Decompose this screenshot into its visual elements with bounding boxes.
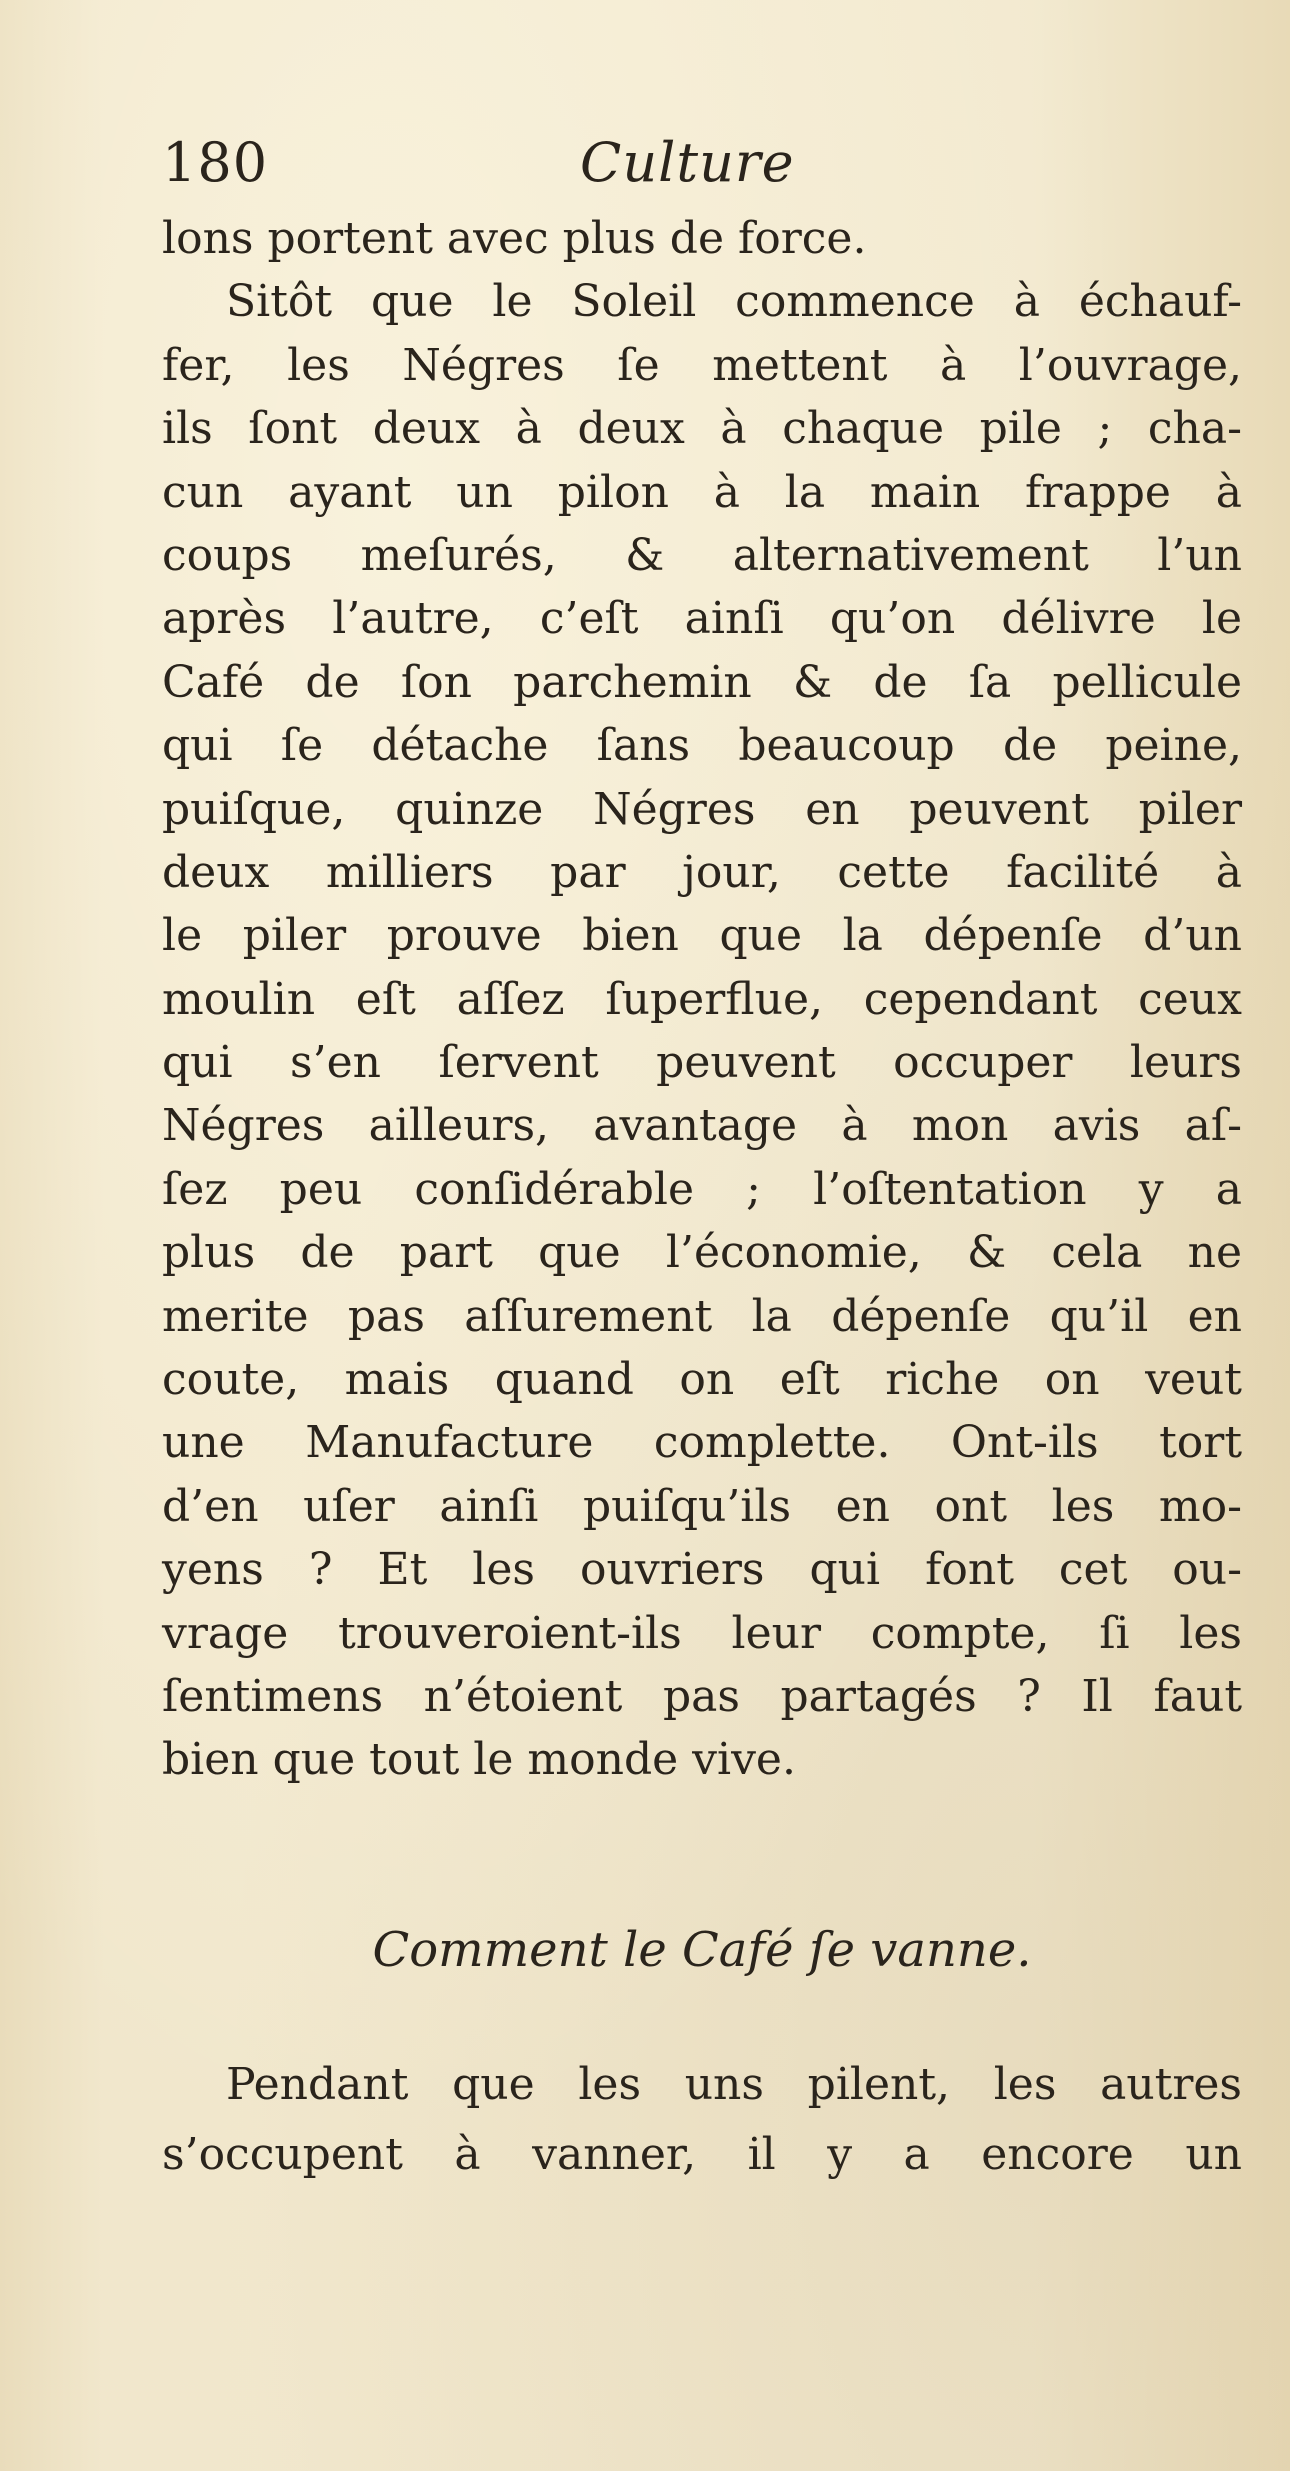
text-line: bien que tout le monde vive. bbox=[162, 1734, 796, 1786]
text-line: qui s’en ſervent peuvent occuper leurs bbox=[162, 1037, 1242, 1089]
text-line: coups meſurés, & alternativement l’un bbox=[162, 529, 1242, 581]
text-line: une Manufacture complette. Ont-ils tort bbox=[162, 1417, 1242, 1469]
text-line: yens ? Et les ouvriers qui font cet ou- bbox=[162, 1544, 1242, 1596]
text-line: puiſque, quinze Négres en peuvent piler bbox=[162, 783, 1242, 835]
section-heading: Comment le Café ſe vanne. bbox=[372, 1922, 1032, 1978]
text-line: lons portent avec plus de force. bbox=[162, 213, 867, 264]
text-line: coute, mais quand on eſt riche on veut bbox=[162, 1354, 1242, 1406]
text-line: deux milliers par jour, cette facilité à bbox=[162, 846, 1242, 898]
text-line: ſez peu conſidérable ; l’oſtentation y a bbox=[162, 1163, 1242, 1215]
text-line: d’en uſer ainſi puiſqu’ils en ont les mo- bbox=[162, 1480, 1242, 1532]
page-header bbox=[162, 118, 1162, 208]
second-paragraph bbox=[162, 2050, 1242, 2190]
text-line: Sitôt que le Soleil commence à échauf- bbox=[226, 276, 1242, 328]
text-line: ils ſont deux à deux à chaque pile ; cha- bbox=[162, 403, 1242, 455]
text-line: s’occupent à vanner, il y a encore un bbox=[162, 2129, 1242, 2180]
running-head: Culture bbox=[580, 131, 795, 194]
main-paragraph bbox=[162, 207, 1242, 1792]
text-line: moulin eſt aſſez ſuperflue, cependant ceux bbox=[162, 973, 1242, 1025]
text-line: plus de part que l’économie, & cela ne bbox=[162, 1227, 1242, 1279]
text-line: merite pas aſſurement la dépenſe qu’il en bbox=[162, 1290, 1242, 1342]
text-line: le piler prouve bien que la dépenſe d’un bbox=[162, 910, 1242, 962]
text-line: Négres ailleurs, avantage à mon avis aſ- bbox=[162, 1100, 1242, 1152]
text-line: Café de ſon parchemin & de ſa pellicule bbox=[162, 656, 1242, 708]
page-number: 180 bbox=[162, 131, 269, 194]
text-line: vrage trouveroient-ils leur compte, ſi les bbox=[162, 1607, 1242, 1659]
text-line: fer, les Négres ſe mettent à l’ouvrage, bbox=[162, 339, 1242, 391]
text-line: qui ſe détache ſans beaucoup de peine, bbox=[162, 720, 1242, 772]
text-line: ſentimens n’étoient pas partagés ? Il faut bbox=[162, 1670, 1242, 1722]
text-line: après l’autre, c’eſt ainſi qu’on délivre le bbox=[162, 593, 1242, 645]
text-line: Pendant que les uns pilent, les autres bbox=[226, 2059, 1242, 2110]
text-line: cun ayant un pilon à la main frappe à bbox=[162, 466, 1242, 518]
